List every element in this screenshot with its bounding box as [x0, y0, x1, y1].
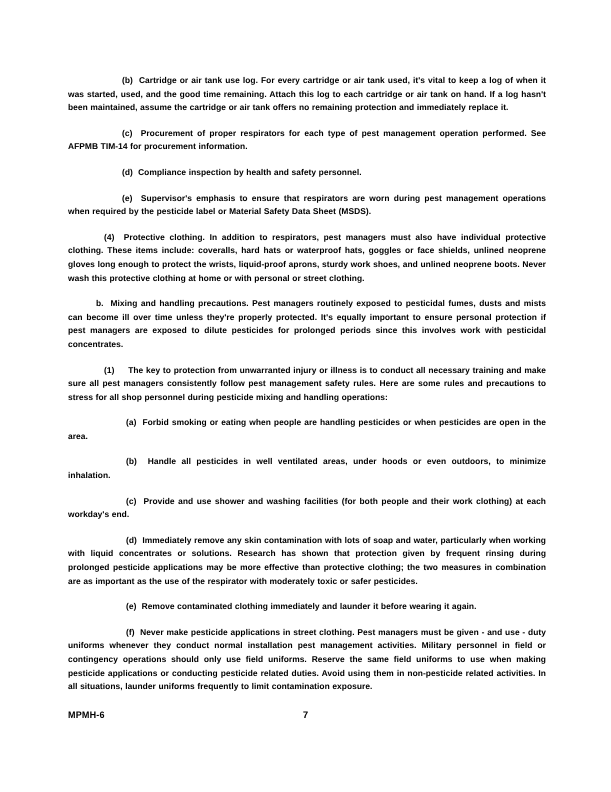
page-footer [0, 710, 611, 728]
paragraph-d-compliance [68, 166, 546, 180]
paragraph-b-cartridge [68, 74, 546, 115]
paragraph-tag: (e) [122, 192, 133, 203]
paragraph-tag: (c) [122, 127, 133, 138]
paragraph-text: Immediately remove any skin contamination with lots of soap and water, particularly when working with liquid concentrates or solutions. Research has shown that protection given by frequent rinsing during prolonged pesticide applications may be more effective than protective clothing; the two measures in combination are as important as the use of the respirator with moderately toxic or safer pesticides. [68, 534, 546, 586]
paragraph-c-shower-washing [68, 495, 546, 522]
paragraph-4-protective-clothing [68, 231, 546, 285]
paragraph-text: Remove contaminated clothing immediately and launder it before wearing it again. [141, 601, 477, 612]
paragraph-text: Forbid smoking or eating when people are handling pesticides or when pesticides are open in the area. [68, 417, 546, 441]
paragraph-text: In addition to respirators, pest managers must also have individual protective clothing. These items include: coveralls, hard hats or waterproof hats, goggles or face shields, unlined neoprene gloves long enough to protect the wrists, liquid-proof aprons, sturdy work shoes, and unlined neoprene boots. Never wash this protective clothing at home or with personal or street clothing. [68, 231, 546, 283]
footer-document-id: MPMH-6 [68, 710, 105, 720]
paragraph-tag: b. [96, 298, 104, 309]
paragraph-tag: (c) [126, 495, 137, 506]
paragraph-lead-bold: Mixing and handling precautions. [110, 298, 249, 309]
paragraph-text: Provide and use shower and washing facilities (for both people and their work clothing) at each workday's end. [68, 495, 546, 520]
paragraph-lead-bold: Protective clothing. [123, 231, 205, 242]
paragraph-tag: (4) [104, 231, 115, 242]
paragraph-text: Procurement of proper respirators for each type of pest management operation performed. See AFPMB TIM-14 for procurement information. [68, 127, 546, 152]
paragraph-text: Supervisor's emphasis to ensure that respirators are worn during pest management operations when required by the pesticide label or Material Safety Data Sheet (MSDS). [68, 192, 546, 217]
paragraph-tag: (b) [122, 75, 133, 85]
paragraph-lead-bold: Cartridge or air tank use log. [138, 75, 258, 85]
paragraph-tag: (b) [126, 456, 137, 467]
paragraph-text: Handle all pesticides in well ventilated areas, under hoods or even outdoors, to minimize inhalation. [68, 456, 546, 481]
paragraph-d-skin-contamination [68, 534, 546, 588]
page-body-text [68, 74, 546, 706]
paragraph-f-street-clothing [68, 626, 546, 694]
paragraph-e-remove-clothing [68, 600, 546, 614]
paragraph-text: For every cartridge or air tank used, it's vital to keep a log of when it was started, used, and the good time remaining. Attach this log to each cartridge or air tank on hand. If a log hasn't been maintained, assume the cartridge or air tank offers no remaining protection and immediately replace it. [68, 75, 546, 113]
paragraph-c-procurement [68, 127, 546, 154]
paragraph-text: Never make pesticide applications in street clothing. Pest managers must be given - and use - duty uniforms whenever they conduct normal installation pest management activities. Military personnel in field or contingency operations should only use field uniforms. Reserve the same field uniforms to use when making pesticide applications or conducting pesticide related duties. Avoid using them in non-pesticide related activities. In all situations, launder uniforms frequently to limit contamination exposure. [68, 626, 546, 692]
paragraph-tag: (a) [126, 417, 137, 428]
paragraph-tag: (1) [104, 364, 115, 375]
paragraph-a-forbid-smoking [68, 416, 546, 443]
paragraph-tag: (d) [126, 534, 137, 545]
footer-page-number: 7 [302, 710, 309, 721]
paragraph-b-mixing-handling [68, 297, 546, 351]
paragraph-e-supervisor [68, 192, 546, 219]
paragraph-text: Compliance inspection by health and safety personnel. [138, 166, 362, 177]
paragraph-tag: (d) [122, 166, 133, 177]
paragraph-b-handle-ventilated [68, 455, 546, 482]
paragraph-1-key-to-protection [68, 364, 546, 405]
paragraph-tag: (e) [126, 601, 137, 612]
paragraph-text: The key to protection from unwarranted injury or illness is to conduct all necessary training and make sure all pest managers consistently follow pest management safety rules. Here are some rules and precautions to stress for all shop personnel during pesticide mixing and handling operations: [68, 364, 547, 402]
paragraph-tag: (f) [126, 626, 135, 637]
paragraph-text: Pest managers routinely exposed to pesticidal fumes, dusts and mists can become ill over time unless they're properly protected. It's equally important to ensure personal protection if pest managers are exposed to dilute pesticides for prolonged periods since this involves work with pesticidal concentrates. [68, 298, 546, 349]
